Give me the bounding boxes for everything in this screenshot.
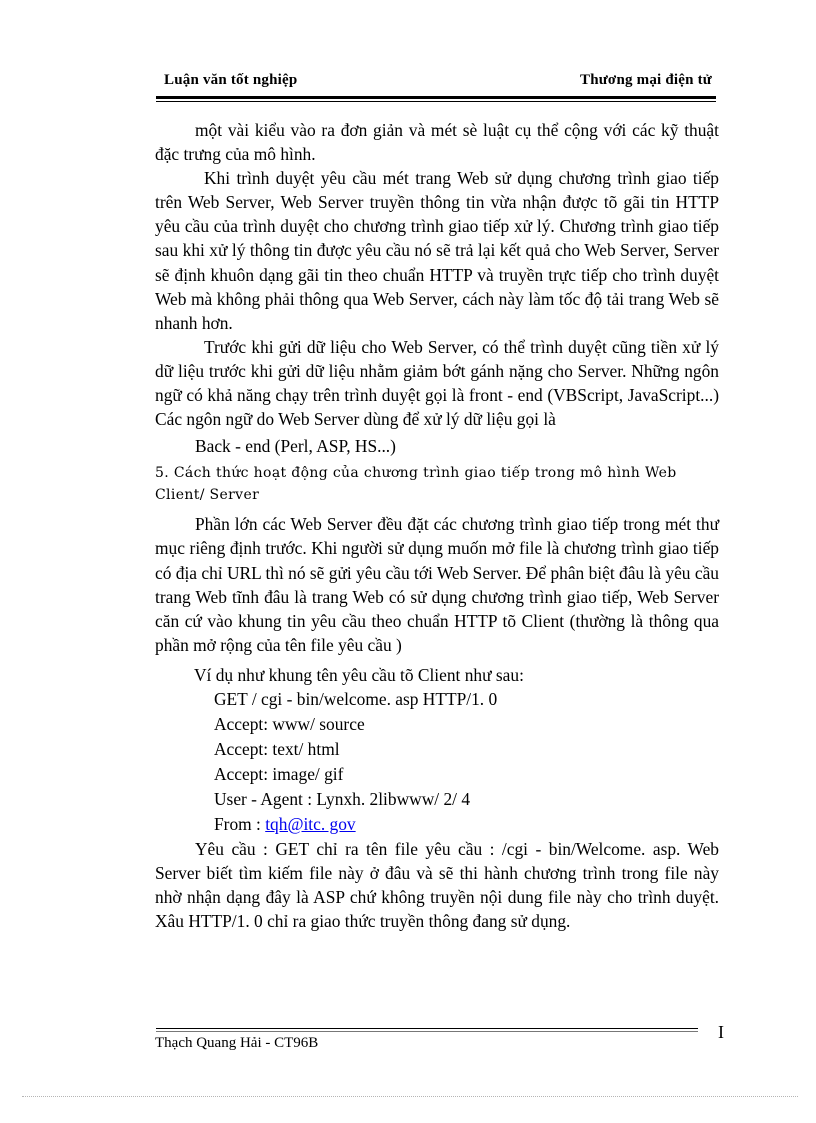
http-request-example bbox=[155, 687, 719, 837]
code-line: Accept: www/ source bbox=[214, 713, 365, 734]
header-divider-thin bbox=[156, 101, 716, 102]
footer-author: Thạch Quang Hải - CT96B bbox=[155, 1035, 319, 1051]
document-body bbox=[155, 118, 719, 933]
page-header bbox=[156, 72, 716, 96]
code-line-from bbox=[214, 812, 719, 837]
paragraph-2: Khi trình duyệt yêu cầu mét trang Web sử dụng chương trình giao tiếp trên Web Server, Web Server truyền thông tin vừa nhận được tõ gãi tin HTTP yêu cầu của trình duyệt cho chương trình giao tiếp xử lý. Chương trình giao tiếp sau khi xử lý thông tin được yêu cầu nó sẽ trả lại kết quả cho Web Server, Server sẽ định khuôn dạng gãi tin theo chuẩn HTTP và truyền trực tiếp cho trình duyệt Web mà không phải thông qua Web Server, cách này làm tốc độ tải trang Web sẽ nhanh hơn. bbox=[155, 168, 719, 333]
page-number: I bbox=[718, 1022, 724, 1042]
from-label: From : bbox=[214, 813, 266, 834]
footer-divider-thin bbox=[156, 1031, 698, 1032]
code-line: Accept: image/ gif bbox=[214, 763, 344, 784]
code-line: User - Agent : Lynxh. 2libwww/ 2/ 4 bbox=[214, 788, 471, 809]
paragraph-1: một vài kiểu vào ra đơn giản và mét sè luật cụ thể cộng với các kỹ thuật đặc trưng của mô hình. bbox=[155, 120, 719, 165]
email-link[interactable]: tqh@itc. gov bbox=[265, 813, 356, 834]
footer-divider bbox=[156, 1028, 698, 1029]
paragraph-7: Yêu cầu : GET chỉ ra tên file yêu cầu : /cgi - bin/Welcome. asp. Web Server biết tìm kiếm file này ở đâu và sẽ thi hành chương trình trong file này nhờ nhận dạng đây là ASP chứ không truyền nội dung file này cho trình duyệt. Xâu HTTP/1. 0 chỉ ra giao thức truyền thông đang sử dụng. bbox=[155, 838, 719, 932]
paragraph-3: Trước khi gửi dữ liệu cho Web Server, có thể trình duyệt cũng tiền xử lý dữ liệu trước khi gửi dữ liệu nhằm giảm bớt gánh nặng cho Server. Những ngôn ngữ có khả năng chạy trên trình duyệt gọi là front - end (VBScript, JavaScript...) Các ngôn ngữ do Web Server dùng để xử lý dữ liệu gọi là bbox=[155, 336, 719, 430]
section-heading-5: 5. Cách thức hoạt động của chương trình giao tiếp trong mô hình Web Client/ Server bbox=[155, 465, 677, 504]
header-subject: Thương mại điện tử bbox=[579, 72, 712, 88]
page-bottom-border bbox=[22, 1096, 798, 1097]
code-line: Accept: text/ html bbox=[214, 738, 340, 759]
header-thesis-title: Luận văn tốt nghiệp bbox=[164, 72, 298, 88]
paragraph-5: Phần lớn các Web Server đều đặt các chương trình giao tiếp trong mét thư mục riêng định trước. Khi người sử dụng muốn mở file là chương trình giao tiếp có địa chỉ URL thì nó sẽ gửi yêu cầu tới Web Server. Để phân biệt đâu là yêu cầu trang Web tĩnh đâu là trang Web có sử dụng chương trình giao tiếp, Web Server căn cứ vào khung tin yêu cầu theo chuẩn HTTP tõ Client (thường là thông qua phần mở rộng của tên file yêu cầu ) bbox=[155, 514, 719, 655]
paragraph-4: Back - end (Perl, ASP, HS...) bbox=[195, 436, 396, 457]
header-divider bbox=[156, 96, 716, 99]
example-intro: Ví dụ như khung tên yêu cầu tõ Client như sau: bbox=[194, 664, 524, 685]
code-line: GET / cgi - bin/welcome. asp HTTP/1. 0 bbox=[214, 688, 498, 709]
